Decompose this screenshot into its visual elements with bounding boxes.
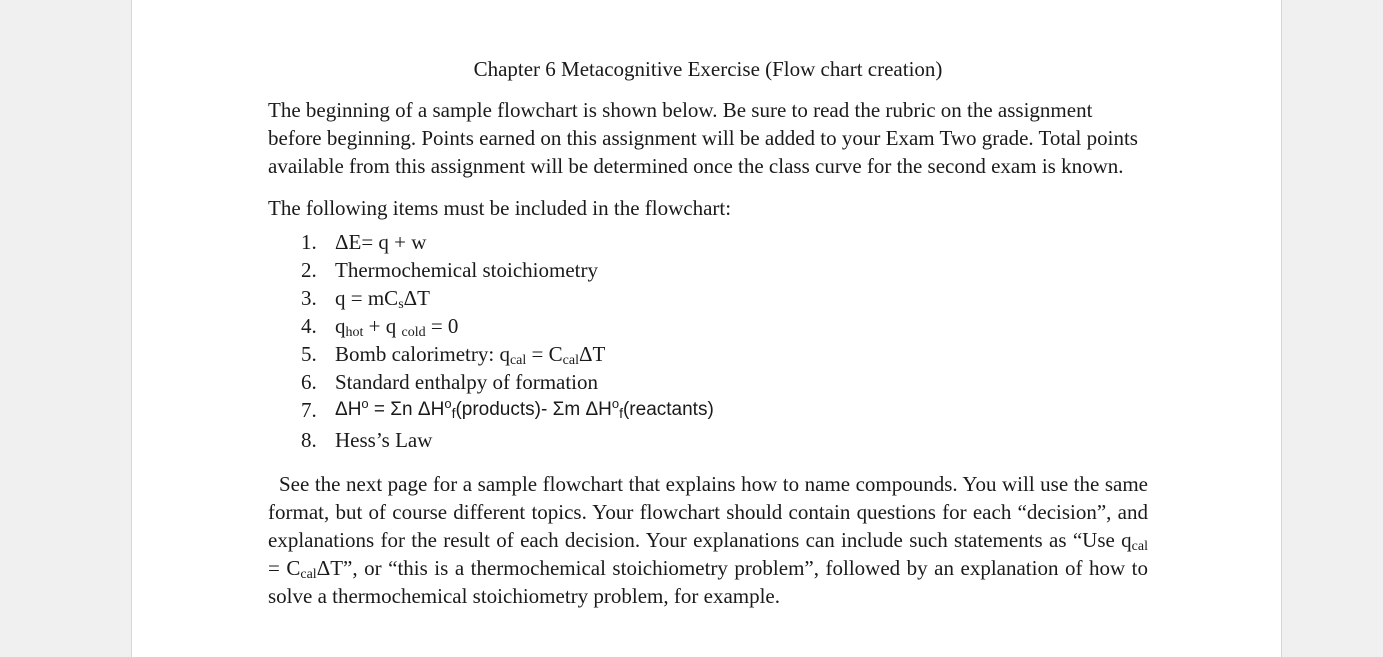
document-page [131, 0, 1282, 657]
list-item: 7. $\Delta H^o = \Sigma n$ $\Delta H^o_f(products)-$ Σm $\Delta H^o_f(reactants)$ [301, 396, 714, 422]
document-title: Chapter 6 Metacognitive Exercise (Flow chart creation) [473, 57, 943, 81]
closing-paragraph: See the next page for a sample flowchart that explains how to name compounds. You will use the same format, but of course different topics. Your flowchart should contain questions for each “decision”, and explanations for the result of each decision. Your explanations can include such statements as “Use $q_{cal} = C_{cal}\Delta T$”, or “this is a thermochemical stoichiometry problem”, followed by an explanation of how to solve a thermochemical stoichiometry problem, for example. [268, 472, 1148, 608]
list-item: 8. Hess’s Law [301, 428, 433, 452]
required-items-list [268, 228, 1148, 456]
document-body [268, 54, 1148, 610]
list-item: 2. Thermochemical stoichiometry [301, 258, 598, 282]
list-item: 1. ΔE= q + w [301, 230, 427, 254]
list-item: 3. $q = mC_s\Delta T$ [301, 286, 430, 312]
list-item: 4. $q_{hot} + q$ $_{cold}$ = 0 [301, 314, 459, 340]
list-item: 6. Standard enthalpy of formation [301, 370, 599, 394]
list-heading: The following items must be included in the flowchart: [268, 196, 732, 220]
intro-paragraph: The beginning of a sample flowchart is shown below. Be sure to read the rubric on the assignment before beginning. Points earned on this assignment will be added to your Exam Two grade. Total points available from this assignment will be determined once the class curve for the second exam is known. [268, 98, 1138, 178]
list-item: 5. Bomb calorimetry: $q_{cal} = C_{cal}\Delta T$ [301, 342, 606, 368]
